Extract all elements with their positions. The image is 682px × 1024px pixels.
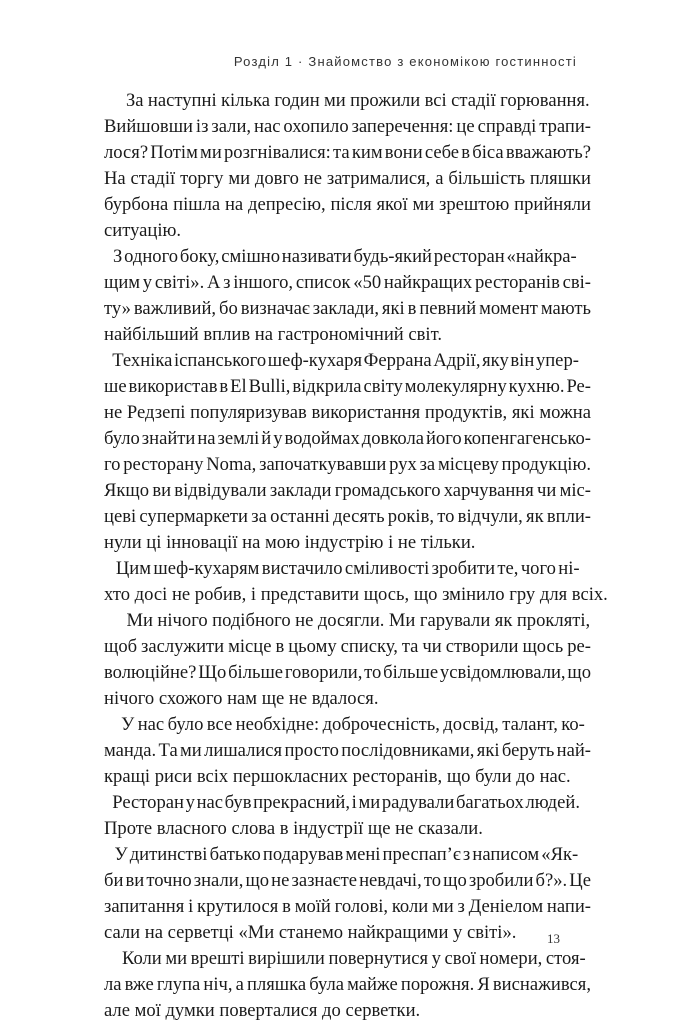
text-line: На стадії торгу ми довго не затрималися, а більшість пляшки: [104, 168, 591, 189]
text-line: Коли ми врешті вирішили повернутися у свої номери, стоя-: [104, 948, 586, 969]
text-line: манда. Та ми лишалися просто послідовниками, які беруть най-: [104, 740, 591, 761]
text-line: У нас було все необхідне: доброчесність, досвід, талант, ко-: [104, 714, 585, 735]
text-line: не Редзепі популяризував використання продуктів, які можна: [104, 402, 591, 423]
running-head: Розділ 1 · Знайомство з економікою гостинності: [233, 54, 577, 69]
text-line: У дитинстві батько подарував мені преспап’є з написом «Як-: [104, 844, 579, 865]
text-line: лося? Потім ми розгнівалися: та ким вони себе в біса вважають?: [104, 142, 591, 163]
text-line: Проте власного слова в індустрії ще не сказали.: [104, 818, 483, 839]
text-line: бурбона пішла на депресію, після якої ми зрештою прийняли: [104, 194, 591, 215]
body-text: [104, 88, 608, 1024]
text-line: хто досі не робив, і представити щось, що змінило гру для всіх.: [104, 584, 608, 605]
page-number: 13: [547, 931, 560, 946]
text-line: щим у світі». А з іншого, список «50 найкращих ресторанів сві-: [104, 272, 591, 293]
paragraph: [104, 946, 591, 1024]
text-line: Техніка іспанського шеф-кухаря Феррана Адрії, яку він упер-: [104, 350, 579, 371]
text-line: Вийшовши із зали, нас охопило заперечення: це справді трапи-: [104, 116, 591, 137]
text-line: сали на серветці «Ми станемо найкращими у світі».: [104, 922, 517, 943]
text-line: запитання і крутилося в моїй голові, коли ми з Деніелом напи-: [104, 896, 591, 917]
text-line: би ви точно знали, що не зазнаєте невдачі, то що зробили б?». Це: [104, 870, 591, 891]
text-line: найбільший вплив на гастрономічний світ.: [104, 324, 442, 345]
text-line: З одного боку, смішно називати будь-який ресторан «найкра-: [104, 246, 577, 267]
text-line: ла вже глупа ніч, а пляшка була майже порожня. Я виснажився,: [104, 974, 591, 995]
paragraph: [104, 348, 591, 556]
text-line: але мої думки поверталися до серветки.: [104, 1000, 421, 1021]
paragraph: [104, 712, 591, 790]
text-line: ту» важливий, бо визначає заклади, які в певний момент мають: [104, 298, 591, 319]
text-line: Ми нічого подібного не досягли. Ми гарували як прокляті,: [104, 610, 591, 631]
text-line: го ресторану Noma, започаткувавши рух за місцеву продукцію.: [104, 454, 591, 475]
text-line: Цим шеф-кухарям вистачило сміливості зробити те, чого ні-: [104, 558, 580, 579]
text-line: Ресторан у нас був прекрасний, і ми радували багатьох людей.: [104, 792, 580, 813]
text-line: ше використав в El Bulli, відкрила світу молекулярну кухню. Ре-: [104, 376, 591, 397]
text-line: За наступні кілька годин ми прожили всі стадії горювання.: [104, 90, 590, 111]
text-line: цеві супермаркети за останні десять років, то відчули, як впли-: [104, 506, 591, 527]
text-line: було знайти на землі й у водоймах довкола його копенгагенсько-: [104, 428, 591, 449]
paragraph: [104, 556, 608, 608]
text-line: кращі риси всіх першокласних ресторанів, що були до нас.: [104, 766, 571, 787]
text-line: ситуацію.: [104, 220, 182, 241]
text-line: нічого схожого нам ще не вдалося.: [104, 688, 379, 709]
paragraph: [104, 842, 591, 946]
paragraph: [104, 88, 591, 244]
text-line: нули ці інновації на мою індустрію і не тільки.: [104, 532, 476, 553]
text-line: щоб заслужити місце в цьому списку, та чи створили щось ре-: [104, 636, 591, 657]
text-line: Якщо ви відвідували заклади громадського харчування чи міс-: [104, 480, 591, 501]
paragraph: [104, 790, 591, 842]
text-line: волюційне? Що більше говорили, то більше усвідомлювали, що: [104, 662, 591, 683]
paragraph: [104, 608, 591, 712]
paragraph: [104, 244, 591, 348]
